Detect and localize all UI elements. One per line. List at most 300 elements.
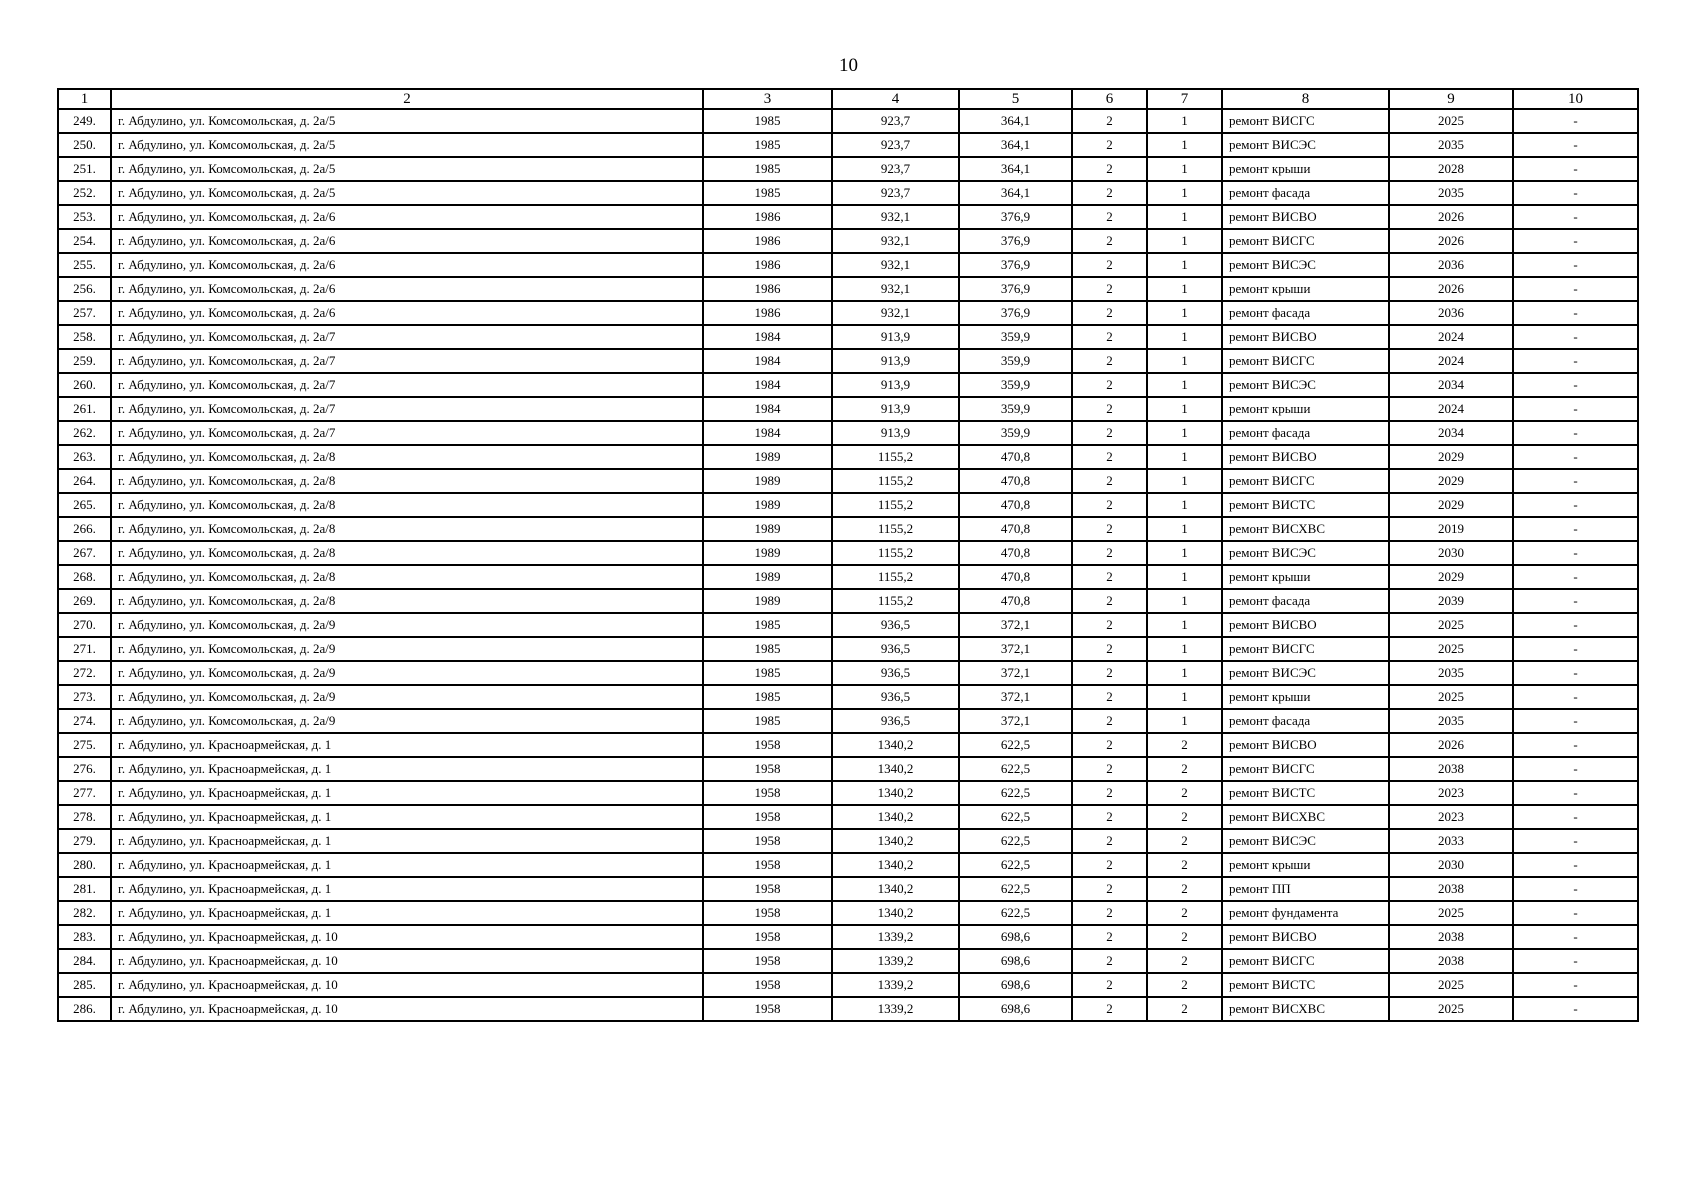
cell-row-number: 278. [58,805,111,829]
cell-col-7: 2 [1147,949,1222,973]
cell-planned-year: 2024 [1389,349,1513,373]
cell-planned-year: 2038 [1389,877,1513,901]
cell-build-year: 1989 [703,589,832,613]
cell-col-6: 2 [1072,181,1147,205]
cell-living-area: 470,8 [959,517,1072,541]
cell-build-year: 1958 [703,949,832,973]
cell-planned-year: 2024 [1389,325,1513,349]
cell-col-7: 1 [1147,541,1222,565]
cell-work-type: ремонт ПП [1222,877,1389,901]
cell-planned-year: 2034 [1389,373,1513,397]
cell-living-area: 376,9 [959,229,1072,253]
cell-work-type: ремонт ВИСГС [1222,949,1389,973]
cell-col-10: - [1513,517,1638,541]
cell-col-7: 1 [1147,685,1222,709]
cell-build-year: 1985 [703,157,832,181]
cell-col-7: 1 [1147,109,1222,133]
cell-col-7: 1 [1147,277,1222,301]
table-row [58,133,1638,157]
cell-address: г. Абдулино, ул. Комсомольская, д. 2а/9 [111,685,703,709]
cell-planned-year: 2026 [1389,733,1513,757]
cell-planned-year: 2025 [1389,685,1513,709]
cell-col-10: - [1513,181,1638,205]
cell-build-year: 1958 [703,757,832,781]
cell-col-7: 2 [1147,925,1222,949]
cell-work-type: ремонт ВИСЭС [1222,253,1389,277]
cell-col-6: 2 [1072,901,1147,925]
cell-planned-year: 2030 [1389,853,1513,877]
cell-col-7: 1 [1147,637,1222,661]
cell-build-year: 1984 [703,325,832,349]
cell-row-number: 284. [58,949,111,973]
cell-col-7: 2 [1147,757,1222,781]
cell-work-type: ремонт крыши [1222,157,1389,181]
cell-col-7: 2 [1147,829,1222,853]
cell-col-10: - [1513,685,1638,709]
cell-col-10: - [1513,709,1638,733]
cell-work-type: ремонт ВИСВО [1222,205,1389,229]
cell-build-year: 1989 [703,445,832,469]
cell-work-type: ремонт ВИСВО [1222,733,1389,757]
cell-row-number: 254. [58,229,111,253]
page-number: 10 [839,55,858,76]
cell-col-7: 2 [1147,781,1222,805]
cell-address: г. Абдулино, ул. Комсомольская, д. 2а/5 [111,133,703,157]
cell-planned-year: 2035 [1389,133,1513,157]
table-row [58,565,1638,589]
cell-planned-year: 2026 [1389,277,1513,301]
cell-col-10: - [1513,997,1638,1021]
cell-row-number: 255. [58,253,111,277]
cell-living-area: 698,6 [959,973,1072,997]
cell-work-type: ремонт фасада [1222,301,1389,325]
table-row [58,781,1638,805]
cell-col-7: 2 [1147,853,1222,877]
cell-row-number: 267. [58,541,111,565]
cell-total-area: 932,1 [832,229,959,253]
cell-total-area: 1339,2 [832,925,959,949]
cell-work-type: ремонт ВИСТС [1222,781,1389,805]
cell-col-6: 2 [1072,277,1147,301]
cell-address: г. Абдулино, ул. Комсомольская, д. 2а/8 [111,469,703,493]
cell-col-7: 1 [1147,709,1222,733]
cell-col-6: 2 [1072,949,1147,973]
cell-planned-year: 2019 [1389,517,1513,541]
cell-total-area: 1155,2 [832,565,959,589]
cell-address: г. Абдулино, ул. Красноармейская, д. 1 [111,901,703,925]
cell-living-area: 376,9 [959,301,1072,325]
cell-planned-year: 2038 [1389,925,1513,949]
cell-work-type: ремонт крыши [1222,685,1389,709]
cell-work-type: ремонт ВИСХВС [1222,517,1389,541]
cell-col-7: 1 [1147,445,1222,469]
cell-planned-year: 2036 [1389,253,1513,277]
cell-total-area: 1340,2 [832,733,959,757]
table-row [58,853,1638,877]
cell-build-year: 1958 [703,997,832,1021]
cell-col-6: 2 [1072,349,1147,373]
cell-col-6: 2 [1072,541,1147,565]
cell-living-area: 698,6 [959,949,1072,973]
cell-build-year: 1958 [703,829,832,853]
cell-col-7: 1 [1147,397,1222,421]
cell-row-number: 263. [58,445,111,469]
cell-col-10: - [1513,757,1638,781]
cell-address: г. Абдулино, ул. Комсомольская, д. 2а/6 [111,229,703,253]
cell-planned-year: 2026 [1389,205,1513,229]
cell-row-number: 272. [58,661,111,685]
cell-col-10: - [1513,949,1638,973]
cell-build-year: 1989 [703,469,832,493]
table-row [58,997,1638,1021]
cell-total-area: 913,9 [832,373,959,397]
cell-row-number: 259. [58,349,111,373]
cell-total-area: 1340,2 [832,853,959,877]
cell-col-6: 2 [1072,757,1147,781]
cell-living-area: 372,1 [959,637,1072,661]
cell-build-year: 1989 [703,493,832,517]
cell-build-year: 1958 [703,805,832,829]
cell-address: г. Абдулино, ул. Комсомольская, д. 2а/9 [111,637,703,661]
cell-work-type: ремонт фасада [1222,181,1389,205]
cell-col-7: 1 [1147,661,1222,685]
cell-col-6: 2 [1072,469,1147,493]
table-row [58,325,1638,349]
cell-living-area: 622,5 [959,877,1072,901]
cell-row-number: 257. [58,301,111,325]
cell-row-number: 283. [58,925,111,949]
cell-build-year: 1986 [703,301,832,325]
cell-address: г. Абдулино, ул. Комсомольская, д. 2а/8 [111,541,703,565]
cell-col-10: - [1513,973,1638,997]
cell-col-6: 2 [1072,205,1147,229]
cell-address: г. Абдулино, ул. Комсомольская, д. 2а/6 [111,205,703,229]
cell-address: г. Абдулино, ул. Комсомольская, д. 2а/6 [111,277,703,301]
cell-address: г. Абдулино, ул. Красноармейская, д. 1 [111,805,703,829]
cell-col-7: 1 [1147,349,1222,373]
cell-living-area: 372,1 [959,661,1072,685]
cell-col-7: 1 [1147,469,1222,493]
cell-planned-year: 2033 [1389,829,1513,853]
cell-planned-year: 2030 [1389,541,1513,565]
cell-col-6: 2 [1072,637,1147,661]
column-header-8: 8 [1222,89,1389,109]
cell-planned-year: 2038 [1389,757,1513,781]
column-header-4: 4 [832,89,959,109]
table-row [58,397,1638,421]
cell-work-type: ремонт ВИСЭС [1222,661,1389,685]
cell-address: г. Абдулино, ул. Комсомольская, д. 2а/5 [111,181,703,205]
cell-living-area: 470,8 [959,445,1072,469]
cell-col-7: 2 [1147,997,1222,1021]
cell-address: г. Абдулино, ул. Комсомольская, д. 2а/9 [111,613,703,637]
cell-total-area: 1155,2 [832,445,959,469]
cell-planned-year: 2025 [1389,973,1513,997]
cell-total-area: 1340,2 [832,805,959,829]
cell-row-number: 260. [58,373,111,397]
repair-schedule-table [57,88,1639,1022]
cell-row-number: 269. [58,589,111,613]
table-row [58,205,1638,229]
cell-col-6: 2 [1072,733,1147,757]
cell-build-year: 1984 [703,349,832,373]
cell-planned-year: 2034 [1389,421,1513,445]
cell-address: г. Абдулино, ул. Комсомольская, д. 2а/7 [111,397,703,421]
cell-col-10: - [1513,733,1638,757]
cell-planned-year: 2035 [1389,661,1513,685]
table-row [58,109,1638,133]
cell-living-area: 376,9 [959,277,1072,301]
cell-col-10: - [1513,349,1638,373]
cell-col-6: 2 [1072,253,1147,277]
table-row [58,157,1638,181]
cell-address: г. Абдулино, ул. Красноармейская, д. 10 [111,925,703,949]
cell-row-number: 265. [58,493,111,517]
cell-address: г. Абдулино, ул. Комсомольская, д. 2а/8 [111,493,703,517]
cell-total-area: 1340,2 [832,829,959,853]
cell-planned-year: 2025 [1389,997,1513,1021]
cell-living-area: 376,9 [959,205,1072,229]
cell-living-area: 359,9 [959,325,1072,349]
cell-row-number: 256. [58,277,111,301]
table-row [58,829,1638,853]
cell-col-10: - [1513,325,1638,349]
cell-row-number: 251. [58,157,111,181]
cell-work-type: ремонт ВИСГС [1222,349,1389,373]
cell-row-number: 249. [58,109,111,133]
cell-address: г. Абдулино, ул. Комсомольская, д. 2а/5 [111,157,703,181]
cell-row-number: 271. [58,637,111,661]
cell-col-6: 2 [1072,997,1147,1021]
table-row [58,445,1638,469]
cell-col-10: - [1513,277,1638,301]
cell-total-area: 1155,2 [832,541,959,565]
cell-total-area: 923,7 [832,181,959,205]
cell-col-10: - [1513,469,1638,493]
cell-col-7: 1 [1147,613,1222,637]
cell-planned-year: 2029 [1389,565,1513,589]
cell-work-type: ремонт крыши [1222,853,1389,877]
cell-col-6: 2 [1072,493,1147,517]
cell-build-year: 1985 [703,613,832,637]
cell-row-number: 252. [58,181,111,205]
cell-col-7: 2 [1147,973,1222,997]
cell-total-area: 913,9 [832,397,959,421]
cell-living-area: 622,5 [959,901,1072,925]
cell-living-area: 698,6 [959,997,1072,1021]
cell-living-area: 622,5 [959,757,1072,781]
cell-row-number: 275. [58,733,111,757]
cell-address: г. Абдулино, ул. Комсомольская, д. 2а/8 [111,565,703,589]
cell-row-number: 281. [58,877,111,901]
cell-build-year: 1958 [703,901,832,925]
cell-living-area: 470,8 [959,589,1072,613]
cell-total-area: 923,7 [832,133,959,157]
table-row [58,301,1638,325]
cell-col-10: - [1513,133,1638,157]
cell-col-10: - [1513,901,1638,925]
cell-living-area: 698,6 [959,925,1072,949]
cell-col-10: - [1513,829,1638,853]
cell-total-area: 936,5 [832,637,959,661]
cell-col-10: - [1513,853,1638,877]
cell-build-year: 1985 [703,637,832,661]
cell-build-year: 1985 [703,181,832,205]
cell-col-7: 1 [1147,373,1222,397]
cell-total-area: 932,1 [832,277,959,301]
column-header-6: 6 [1072,89,1147,109]
cell-living-area: 359,9 [959,421,1072,445]
cell-row-number: 264. [58,469,111,493]
cell-address: г. Абдулино, ул. Комсомольская, д. 2а/7 [111,349,703,373]
cell-col-7: 1 [1147,205,1222,229]
cell-total-area: 932,1 [832,205,959,229]
cell-work-type: ремонт ВИСВО [1222,613,1389,637]
cell-col-10: - [1513,253,1638,277]
cell-total-area: 1339,2 [832,973,959,997]
column-header-7: 7 [1147,89,1222,109]
cell-living-area: 470,8 [959,493,1072,517]
cell-build-year: 1989 [703,541,832,565]
cell-work-type: ремонт ВИСЭС [1222,541,1389,565]
cell-build-year: 1985 [703,661,832,685]
cell-row-number: 273. [58,685,111,709]
cell-address: г. Абдулино, ул. Комсомольская, д. 2а/8 [111,589,703,613]
cell-total-area: 932,1 [832,301,959,325]
table-row [58,757,1638,781]
table-row [58,589,1638,613]
cell-col-6: 2 [1072,229,1147,253]
cell-row-number: 276. [58,757,111,781]
cell-address: г. Абдулино, ул. Красноармейская, д. 1 [111,853,703,877]
table-row [58,613,1638,637]
cell-col-10: - [1513,397,1638,421]
cell-col-10: - [1513,637,1638,661]
cell-living-area: 364,1 [959,133,1072,157]
cell-col-6: 2 [1072,709,1147,733]
cell-build-year: 1985 [703,685,832,709]
table-row [58,925,1638,949]
cell-planned-year: 2036 [1389,301,1513,325]
cell-col-10: - [1513,373,1638,397]
cell-col-6: 2 [1072,325,1147,349]
cell-planned-year: 2023 [1389,805,1513,829]
cell-col-6: 2 [1072,685,1147,709]
cell-col-7: 2 [1147,805,1222,829]
cell-work-type: ремонт ВИСГС [1222,469,1389,493]
cell-col-10: - [1513,109,1638,133]
cell-col-6: 2 [1072,805,1147,829]
cell-col-7: 1 [1147,325,1222,349]
cell-total-area: 1339,2 [832,997,959,1021]
cell-total-area: 913,9 [832,421,959,445]
cell-build-year: 1989 [703,517,832,541]
cell-living-area: 622,5 [959,781,1072,805]
table-row [58,493,1638,517]
cell-col-10: - [1513,661,1638,685]
table-row [58,373,1638,397]
cell-address: г. Абдулино, ул. Комсомольская, д. 2а/8 [111,445,703,469]
table-row [58,421,1638,445]
cell-col-7: 1 [1147,253,1222,277]
cell-living-area: 372,1 [959,709,1072,733]
cell-row-number: 262. [58,421,111,445]
cell-living-area: 622,5 [959,829,1072,853]
cell-work-type: ремонт крыши [1222,277,1389,301]
cell-col-7: 1 [1147,157,1222,181]
cell-planned-year: 2029 [1389,493,1513,517]
table-row [58,877,1638,901]
table-row [58,973,1638,997]
cell-address: г. Абдулино, ул. Комсомольская, д. 2а/7 [111,421,703,445]
cell-work-type: ремонт ВИСХВС [1222,805,1389,829]
cell-col-10: - [1513,565,1638,589]
cell-total-area: 913,9 [832,325,959,349]
cell-address: г. Абдулино, ул. Красноармейская, д. 10 [111,973,703,997]
cell-address: г. Абдулино, ул. Красноармейская, д. 1 [111,781,703,805]
cell-row-number: 285. [58,973,111,997]
cell-living-area: 359,9 [959,373,1072,397]
cell-planned-year: 2035 [1389,709,1513,733]
cell-address: г. Абдулино, ул. Красноармейская, д. 1 [111,757,703,781]
cell-total-area: 936,5 [832,709,959,733]
table-row [58,517,1638,541]
cell-total-area: 936,5 [832,661,959,685]
cell-total-area: 1155,2 [832,493,959,517]
table-row [58,709,1638,733]
cell-address: г. Абдулино, ул. Комсомольская, д. 2а/6 [111,301,703,325]
cell-row-number: 279. [58,829,111,853]
cell-planned-year: 2026 [1389,229,1513,253]
cell-col-7: 1 [1147,301,1222,325]
cell-build-year: 1985 [703,709,832,733]
cell-work-type: ремонт фасада [1222,421,1389,445]
cell-col-7: 1 [1147,133,1222,157]
cell-total-area: 923,7 [832,157,959,181]
cell-row-number: 282. [58,901,111,925]
cell-planned-year: 2035 [1389,181,1513,205]
cell-build-year: 1958 [703,877,832,901]
cell-col-6: 2 [1072,445,1147,469]
cell-row-number: 261. [58,397,111,421]
table-row [58,685,1638,709]
cell-col-6: 2 [1072,613,1147,637]
cell-row-number: 270. [58,613,111,637]
cell-living-area: 622,5 [959,853,1072,877]
cell-col-6: 2 [1072,133,1147,157]
cell-total-area: 1340,2 [832,877,959,901]
cell-work-type: ремонт ВИСГС [1222,229,1389,253]
cell-col-10: - [1513,205,1638,229]
cell-address: г. Абдулино, ул. Комсомольская, д. 2а/5 [111,109,703,133]
cell-address: г. Абдулино, ул. Красноармейская, д. 1 [111,877,703,901]
cell-col-10: - [1513,781,1638,805]
cell-total-area: 1155,2 [832,589,959,613]
cell-living-area: 470,8 [959,469,1072,493]
cell-work-type: ремонт ВИСЭС [1222,133,1389,157]
cell-total-area: 1339,2 [832,949,959,973]
cell-col-7: 1 [1147,493,1222,517]
cell-col-6: 2 [1072,517,1147,541]
table-header [58,89,1638,109]
table-row [58,229,1638,253]
cell-total-area: 923,7 [832,109,959,133]
cell-total-area: 1155,2 [832,517,959,541]
cell-living-area: 470,8 [959,541,1072,565]
column-header-10: 10 [1513,89,1638,109]
cell-work-type: ремонт ВИСГС [1222,757,1389,781]
cell-work-type: ремонт крыши [1222,565,1389,589]
